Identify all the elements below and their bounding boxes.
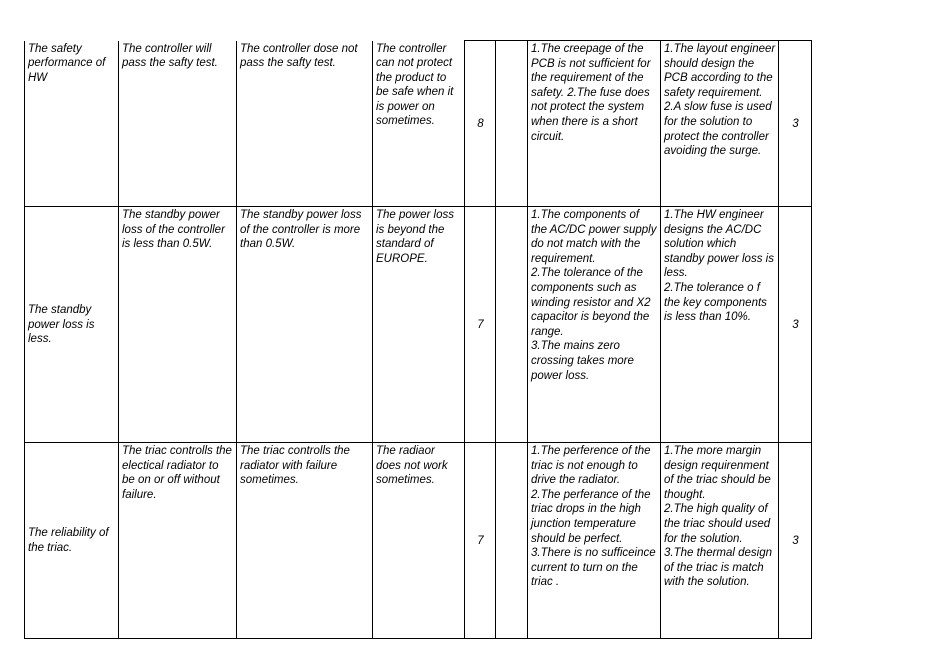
- failure-mode-cell: The standby power loss of the controller is more than 0.5W.: [237, 207, 373, 443]
- requirement-cell: The standby power loss of the controller is less than 0.5W.: [119, 207, 237, 443]
- function-cell: The reliability of the triac.: [25, 443, 119, 639]
- function-cell: The standby power loss is less.: [25, 207, 119, 443]
- blank-cell: [496, 443, 528, 639]
- table-row: [25, 41, 812, 207]
- cause-line: 1.The components of the AC/DC power supply do not match with the requirement.: [531, 209, 657, 265]
- occurrence-cell: 3: [779, 443, 812, 639]
- controls-cell: [661, 207, 779, 443]
- control-line: 1.The layout engineer should design the PCB according to the safety requirement.: [664, 43, 776, 99]
- causes-cell: [528, 41, 661, 207]
- cause-line: 2.The perferance of the triac drops in the high junction temperature should be perfect.: [531, 488, 651, 545]
- controls-cell: [661, 443, 779, 639]
- occurrence-cell: 3: [779, 41, 812, 207]
- control-line: 2.The high quality of the triac should used for the solution.: [664, 503, 771, 545]
- severity-cell: 8: [465, 41, 496, 207]
- function-cell: The safety performance of HW: [25, 41, 119, 207]
- effect-cell: The radiaor does not work sometimes.: [373, 443, 465, 639]
- control-line: 3.The thermal design of the triac is match with the solution.: [664, 547, 773, 589]
- severity-cell: 7: [465, 443, 496, 639]
- causes-cell: [528, 207, 661, 443]
- causes-cell: [528, 443, 661, 639]
- control-line: 2.A slow fuse is used for the solution to protect the controller avoiding the surge.: [664, 101, 772, 158]
- failure-mode-cell: The controller dose not pass the safty test.: [237, 41, 373, 207]
- cause-line: 3.The mains zero crossing takes more power loss.: [531, 340, 634, 382]
- cause-line: 1.The perference of the triac is not enough to drive the radiator.: [531, 445, 651, 487]
- control-line: 2.The tolerance o f the key components is less than 10%.: [664, 281, 767, 324]
- table-row: [25, 443, 812, 639]
- cause-line: 2.The tolerance of the components such as winding resistor and X2 capacitor is beyond the range.: [531, 267, 651, 338]
- effect-cell: The power loss is beyond the standard of EUROPE.: [373, 207, 465, 443]
- cause-line: 1.The creepage of the PCB is not sufficient for the requirement of the safety. 2.The fuse does not protect the system when there is a short circuit.: [531, 43, 651, 143]
- blank-cell: [496, 41, 528, 207]
- control-line: 1.The HW engineer designs the AC/DC solution which standby power loss is less.: [664, 209, 774, 280]
- effect-cell: The controller can not protect the product to be safe when it is power on sometimes.: [373, 41, 465, 207]
- controls-cell: [661, 41, 779, 207]
- cause-line: 3.There is no sufficeince current to turn on the triac .: [531, 547, 656, 589]
- table-row: [25, 207, 812, 443]
- occurrence-cell: 3: [779, 207, 812, 443]
- control-line: 1.The more margin design requirenment of the triac should be thought.: [664, 445, 771, 501]
- severity-cell: 7: [465, 207, 496, 443]
- fmea-table: [24, 40, 812, 639]
- failure-mode-cell: The triac controlls the radiator with failure sometimes.: [237, 443, 373, 639]
- blank-cell: [496, 207, 528, 443]
- requirement-cell: The controller will pass the safty test.: [119, 41, 237, 207]
- requirement-cell: The triac controlls the electical radiator to be on or off without failure.: [119, 443, 237, 639]
